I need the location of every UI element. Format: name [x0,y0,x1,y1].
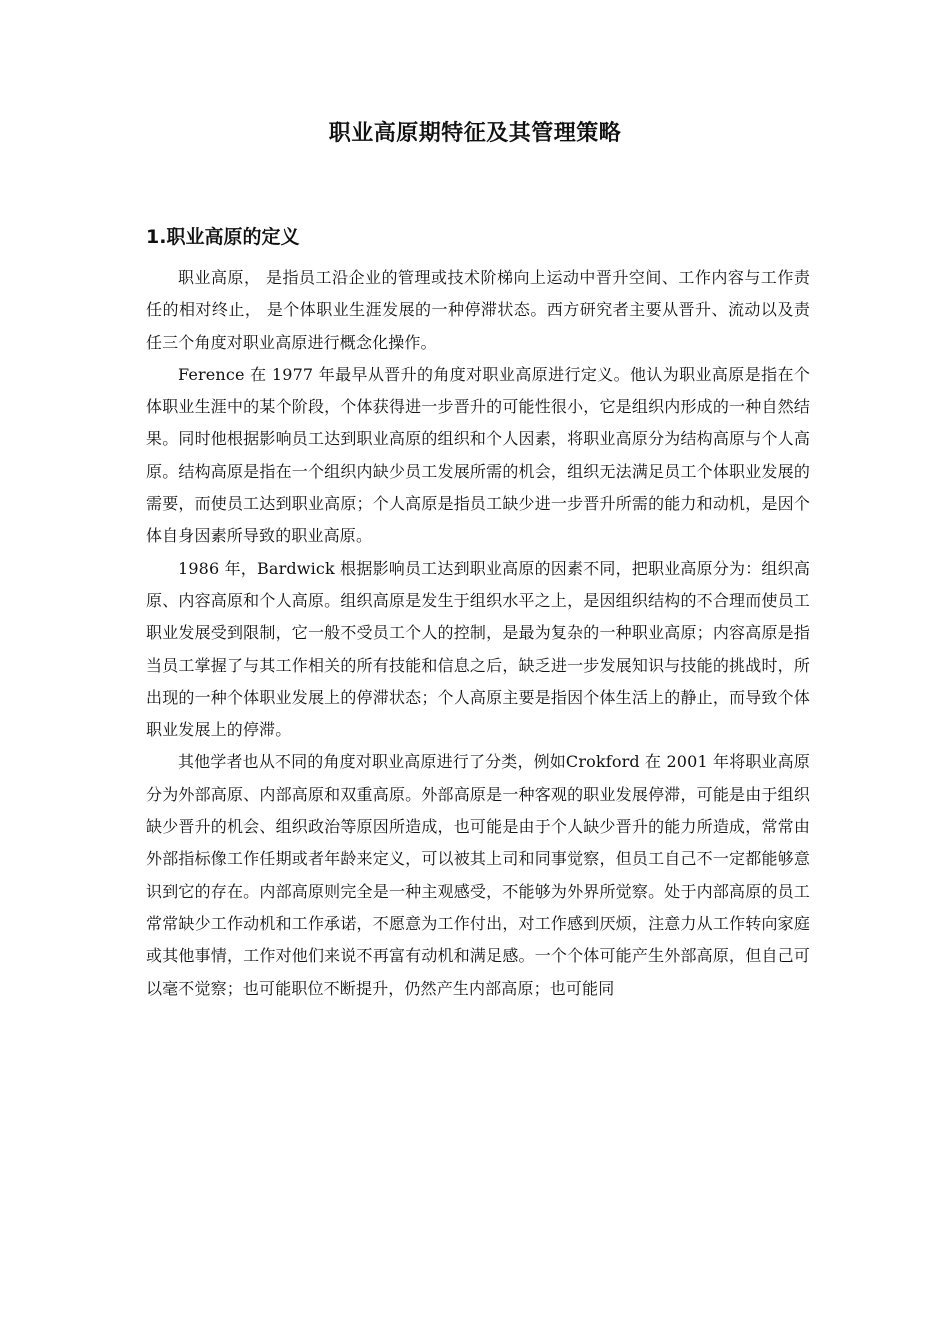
paragraph-bardwick: 1986 年，Bardwick 根据影响员工达到职业高原的因素不同，把职业高原分为：组织高原、内容高原和个人高原。组织高原是发生于组织水平之上，是因组织结构的不合理而使员工职业发展受到限制，它一般不受员工个人的控制，是最为复杂的一种职业高原；内容高原是指当员工掌握了与其工作相关的所有技能和信息之后，缺乏进一步发展知识与技能的挑战时，所出现的一种个体职业发展上的停滞状态；个人高原主要是指因个体生活上的静止，而导致个体职业发展上的停滞。 [146,558,810,740]
document-body [146,262,810,1005]
paragraph-ference: Ference 在 1977 年最早从晋升的角度对职业高原进行定义。他认为职业高原是指在个体职业生涯中的某个阶段，个体获得进一步晋升的可能性很小，它是组织内形成的一种自然结果。同时他根据影响员工达到职业高原的组织和个人因素，将职业高原分为结构高原与个人高原。结构高原是指在一个组织内缺少员工发展所需的机会，组织无法满足员工个体职业发展的需要，而使员工达到职业高原；个人高原是指员工缺少进一步晋升所需的能力和动机，是因个体自身因素所导致的职业高原。 [146,364,810,546]
paragraph-definition: 职业高原， 是指员工沿企业的管理或技术阶梯向上运动中晋升空间、工作内容与工作责任的相对终止， 是个体职业生涯发展的一种停滞状态。西方研究者主要从晋升、流动以及责任三个角度对职业高原进行概念化操作。 [146,268,810,352]
section-heading: 1.职业高原的定义 [146,226,300,248]
paragraph-crokford: 其他学者也从不同的角度对职业高原进行了分类，例如Crokford 在 2001 年将职业高原分为外部高原、内部高原和双重高原。外部高原是一种客观的职业发展停滞，可能是由于组织缺少晋升的机会、组织政治等原因所造成，也可能是由于个人缺少晋升的能力所造成，常常由外部指标像工作任期或者年龄来定义，可以被其上司和同事觉察，但员工自己不一定都能够意识到它的存在。内部高原则完全是一种主观感受，不能够为外界所觉察。处于内部高原的员工常常缺少工作动机和工作承诺，不愿意为工作付出，对工作感到厌烦，注意力从工作转向家庭或其他事情，工作对他们来说不再富有动机和满足感。一个个体可能产生外部高原，但自己可以毫不觉察；也可能职位不断提升，仍然产生内部高原；也可能同 [146,752,810,998]
document-title: 职业高原期特征及其管理策略 [328,121,622,146]
